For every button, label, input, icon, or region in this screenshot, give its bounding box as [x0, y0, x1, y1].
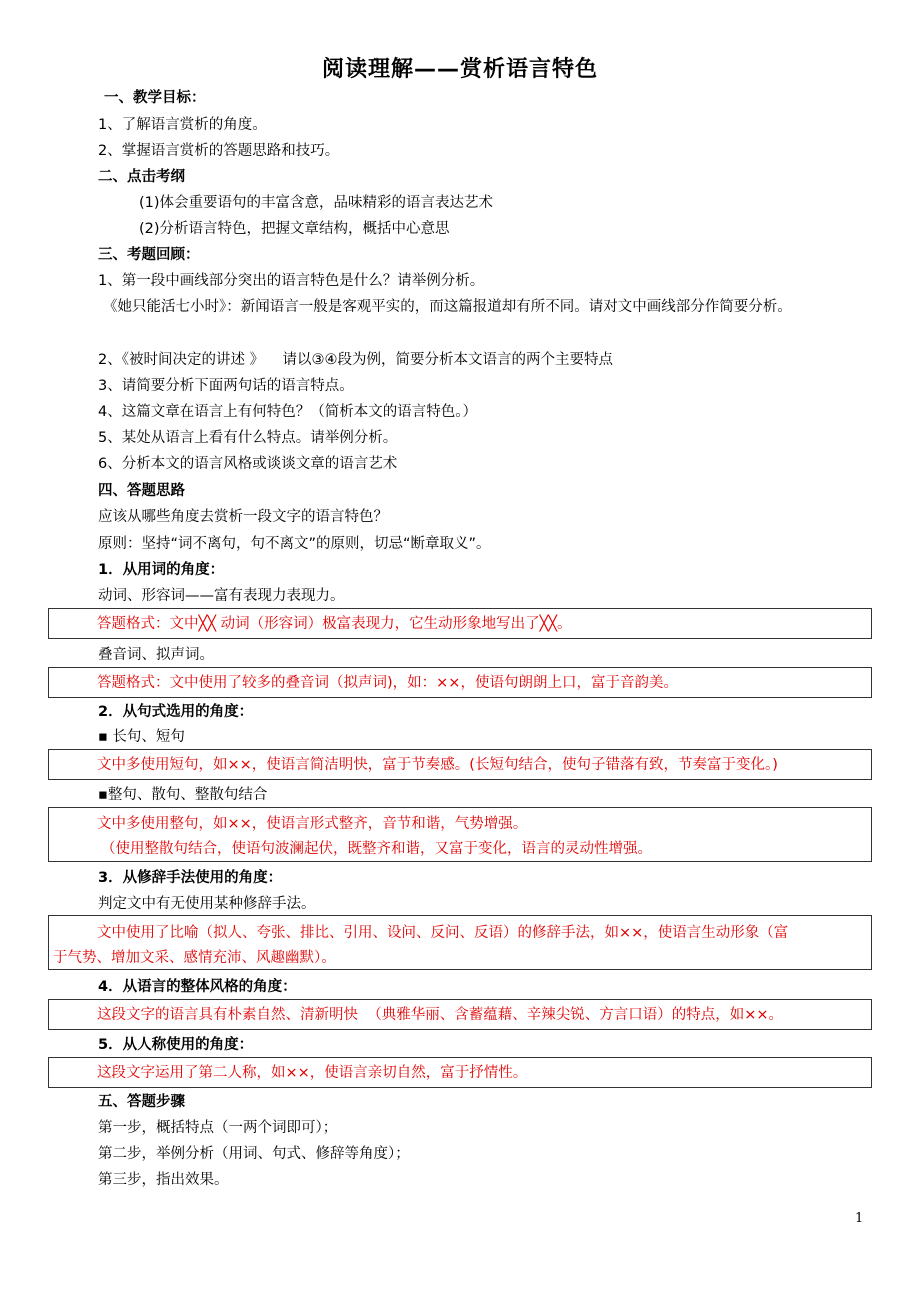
section-heading-review: 三、考题回顾： — [98, 247, 200, 263]
angle-heading-style: 4．从语言的整体风格的角度： — [98, 979, 297, 995]
answer-format-text: 答题格式：文中╳╳ 动词（形容词）极富表现力，它生动形象地写出了╳╳。 — [97, 616, 572, 632]
review-question-detail: 《她只能活七小时》：新闻语言一般是客观平实的，而这篇报道却有所不同。请对文中画线部分作简要分析。 — [103, 299, 792, 315]
angle-subtopic: 动词、形容词——富有表现力表现力。 — [98, 588, 345, 604]
answer-format-box — [48, 608, 872, 639]
answer-format-text: 文中使用了比喻（拟人、夸张、排比、引用、设问、反问、反语）的修辞手法，如××，使语言生动形象（富 — [97, 925, 789, 941]
syllabus-item: (2)分析语言特色，把握文章结构，概括中心意思 — [139, 221, 450, 237]
angle-subtopic: ▪整句、散句、整散句结合 — [98, 787, 268, 803]
section-heading-goals: 一、教学目标： — [104, 90, 206, 106]
angle-heading-wording: 1．从用词的角度： — [98, 562, 225, 578]
answer-format-text: 这段文字运用了第二人称，如××，使语言亲切自然，富于抒情性。 — [97, 1065, 528, 1081]
answer-format-text: 这段文字的语言具有朴素自然、清新明快 （典雅华丽、含蓄蕴藉、辛辣尖锐、方言口语）的特点，如××。 — [97, 1007, 784, 1023]
review-question: 6、分析本文的语言风格或谈谈文章的语言艺术 — [98, 456, 398, 472]
review-question: 2、《被时间决定的讲述 》 请以③④段为例，简要分析本文语言的两个主要特点 — [98, 352, 614, 368]
angle-heading-person: 5．从人称使用的角度： — [98, 1037, 254, 1053]
goal-item: 2、掌握语言赏析的答题思路和技巧。 — [98, 143, 340, 159]
page-title: 阅读理解——赏析语言特色 — [321, 57, 598, 82]
step-item: 第三步，指出效果。 — [98, 1172, 229, 1188]
answer-format-box — [48, 807, 872, 862]
review-question: 5、某处从语言上看有什么特点。请举例分析。 — [98, 430, 398, 446]
page-number: 1 — [855, 1211, 864, 1226]
answer-format-text: 文中多使用整句，如××，使语言形式整齐，音节和谐，气势增强。 — [97, 816, 528, 832]
angle-subtopic: 叠音词、拟声词。 — [98, 647, 214, 663]
section-heading-syllabus: 二、点击考纲 — [98, 169, 185, 185]
angle-heading-rhetoric: 3．从修辞手法使用的角度： — [98, 870, 283, 886]
syllabus-item: (1)体会重要语句的丰富含意，品味精彩的语言表达艺术 — [139, 195, 494, 211]
answer-format-text: 于气势、增加文采、感情充沛、风趣幽默）。 — [53, 950, 336, 966]
answer-format-box — [48, 749, 872, 780]
goal-item: 1、了解语言赏析的角度。 — [98, 117, 267, 133]
review-question: 1、第一段中画线部分突出的语言特色是什么？请举例分析。 — [98, 273, 485, 289]
angle-subtopic: ▪ 长句、短句 — [98, 729, 185, 745]
answer-format-box — [48, 999, 872, 1030]
step-item: 第一步，概括特点（一两个词即可）； — [98, 1120, 338, 1136]
angle-subtopic: 判定文中有无使用某种修辞手法。 — [98, 896, 316, 912]
answer-format-box — [48, 1057, 872, 1088]
answer-format-text: （使用整散句结合，使语句波澜起伏，既整齐和谐，又富于变化，语言的灵动性增强。 — [101, 841, 652, 857]
section-heading-steps: 五、答题步骤 — [98, 1094, 185, 1110]
step-item: 第二步，举例分析（用词、句式、修辞等角度）； — [98, 1146, 410, 1162]
review-question: 4、这篇文章在语言上有何特色？（简析本文的语言特色。） — [98, 404, 477, 420]
review-question: 3、请简要分析下面两句话的语言特点。 — [98, 378, 354, 394]
answer-format-text: 答题格式：文中使用了较多的叠音词（拟声词)，如：××，使语句朗朗上口，富于音韵美。 — [97, 675, 678, 691]
approach-principle: 原则：坚持“词不离句，句不离文”的原则，切忌“断章取义”。 — [98, 536, 491, 552]
angle-heading-sentence: 2．从句式选用的角度： — [98, 704, 254, 720]
approach-intro: 应该从哪些角度去赏析一段文字的语言特色？ — [98, 509, 388, 525]
section-heading-approach: 四、答题思路 — [98, 483, 185, 499]
answer-format-box — [48, 915, 872, 970]
answer-format-box — [48, 667, 872, 698]
answer-format-text: 文中多使用短句，如××，使语言简洁明快，富于节奏感。(长短句结合，使句子错落有致，节奏富于变化。) — [97, 757, 778, 773]
